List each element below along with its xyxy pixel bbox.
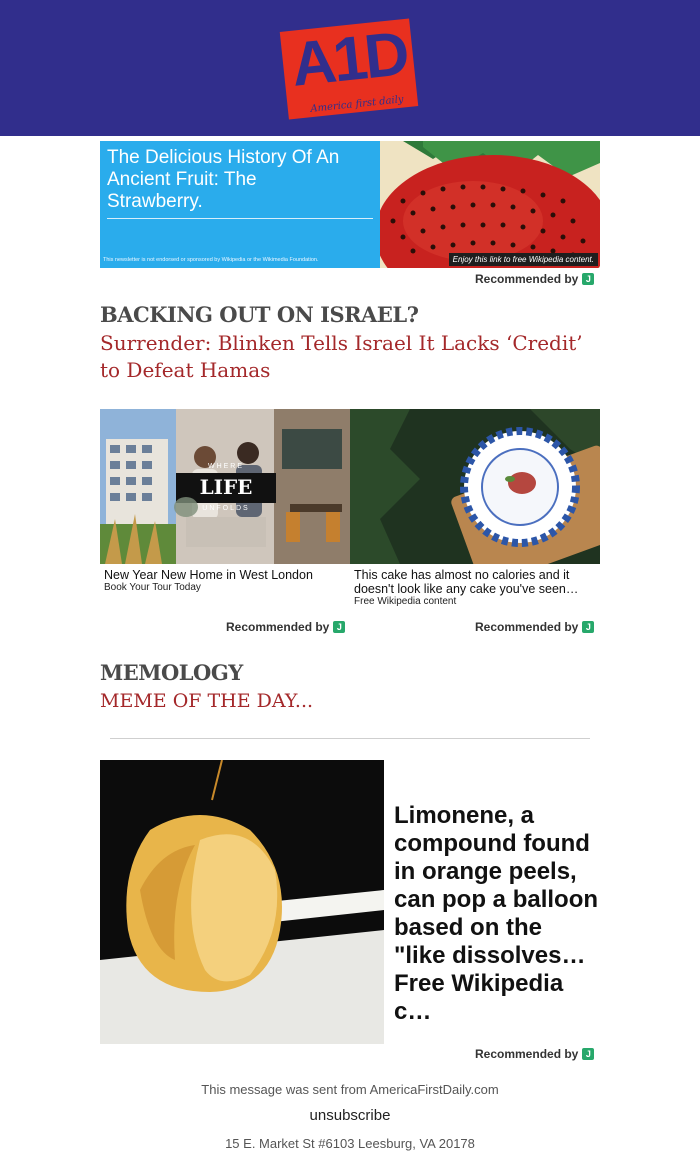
recommended-by-link[interactable] (475, 620, 594, 634)
strawberry-image (363, 141, 600, 268)
ad-caption: Enjoy this link to free Wikipedia content. (449, 253, 598, 266)
j-badge-icon: J (582, 621, 594, 633)
j-badge-icon: J (333, 621, 345, 633)
logo-tagline: America first daily (309, 94, 405, 115)
header-banner (0, 0, 700, 136)
j-badge-icon: J (582, 1048, 594, 1060)
memology-headline-link[interactable]: MEME OF THE DAY... (100, 690, 314, 712)
ad-divider (107, 218, 373, 219)
overlay-life: LIFE (199, 475, 253, 499)
card-title-cake[interactable]: This cake has almost no calories and it doesn't look like any cake you've seen… (354, 568, 579, 596)
card-sub-cake: Free Wikipedia content (354, 596, 457, 607)
recommended-by-link[interactable] (226, 620, 345, 634)
balloon-image[interactable] (100, 760, 384, 1044)
memology-kicker: MEMOLOGY (100, 660, 243, 685)
recommended-label: Recommended by (475, 272, 579, 286)
card-image-cake[interactable] (350, 409, 600, 564)
footer-address: 15 E. Market St #6103 Leesburg, VA 20178 (225, 1136, 475, 1151)
recommended-label: Recommended by (475, 1047, 579, 1061)
footer-sent-from: This message was sent from AmericaFirstDaily.com (201, 1082, 499, 1097)
recommended-by-link[interactable] (475, 272, 594, 286)
unsubscribe-link[interactable]: unsubscribe (309, 1107, 391, 1124)
card-sub-london: Book Your Tour Today (104, 582, 201, 593)
strawberry-ad[interactable] (100, 141, 600, 268)
logo-text: A1D (288, 19, 410, 100)
strawberry-ad-text-panel (100, 141, 380, 268)
limonene-ad-text[interactable]: Limonene, a compound found in orange peels, can pop a balloon based on the "like dissolves… Free Wikipedia c… (394, 802, 599, 1025)
strawberry-ad-title: The Delicious History Of An Ancient Fruit: The Strawberry. (107, 147, 340, 212)
recommended-label: Recommended by (475, 620, 579, 634)
recommended-by-link[interactable] (475, 1047, 594, 1061)
story-kicker: BACKING OUT ON ISRAEL? (100, 302, 419, 327)
recommended-label: Recommended by (226, 620, 330, 634)
section-divider (110, 738, 590, 739)
j-badge-icon: J (582, 273, 594, 285)
site-logo[interactable] (284, 17, 416, 117)
overlay-unfolds: UNFOLDS (202, 505, 250, 512)
story-headline-link[interactable]: Surrender: Blinken Tells Israel It Lacks ‘Credit’ to Defeat Hamas (100, 331, 583, 382)
card-title-london[interactable]: New Year New Home in West London (104, 568, 313, 582)
ad-disclaimer: This newsletter is not endorsed or sponsored by Wikipedia or the Wikimedia Foundation. (103, 257, 319, 263)
overlay-where: WHERE (207, 463, 245, 470)
card-image-london[interactable] (100, 409, 350, 564)
